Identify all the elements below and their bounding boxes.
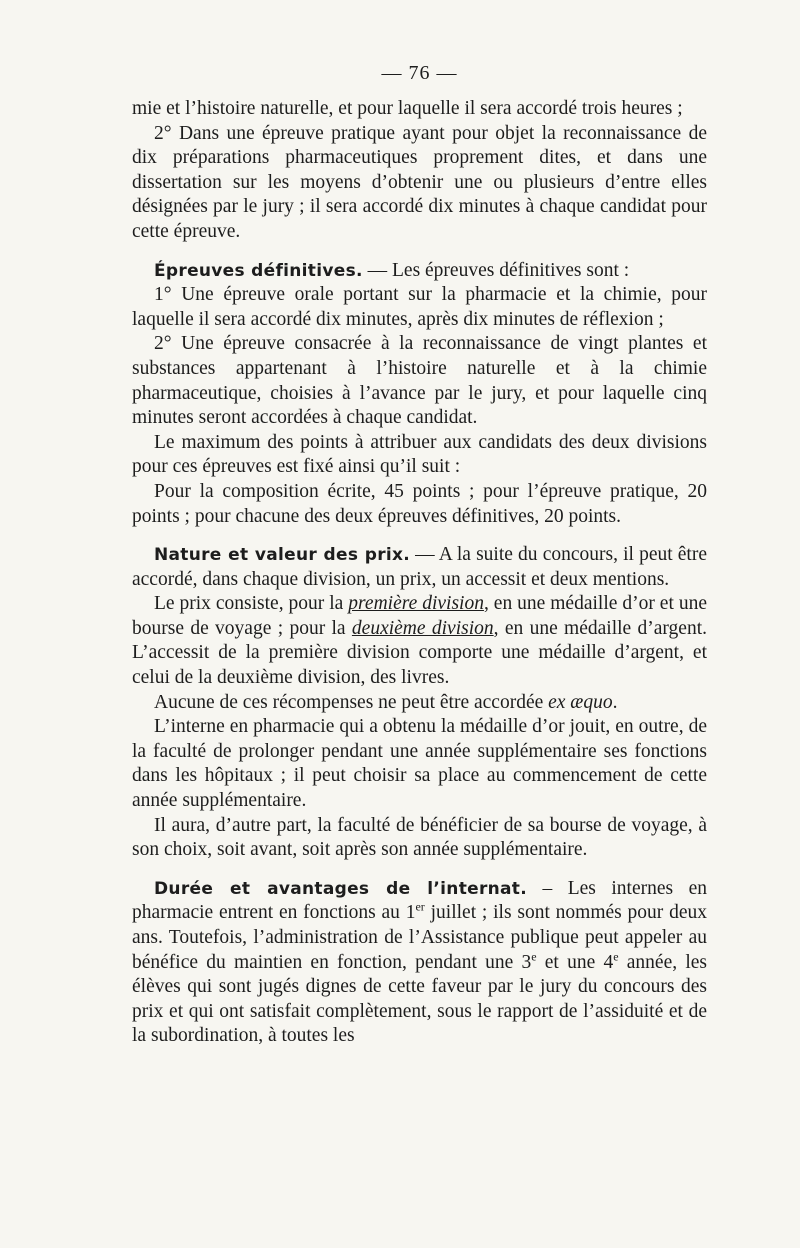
text-run: . [612, 691, 618, 713]
paragraph-ex-aequo [132, 691, 707, 716]
paragraph-gold-medal: L’interne en pharmacie qui a obtenu la médaille d’or jouit, en outre, de la faculté de prolonger pendant une année supplémentaire ses fonctions dans les hôpitaux ; il peut choisir sa place au commencement de cette année supplémentaire. [132, 716, 707, 812]
text-run: , en une médaille d’or et une bourse de voyage ; pour la [132, 593, 707, 639]
paragraph-practical-exam: 2° Dans une épreuve pratique ayant pour objet la reconnaissance de dix préparations pharmaceutiques proprement dites, et dans une dissertation sur les moyens d’obtenir une ou plusieurs d’entre elles désignées par le jury ; il sera accordé dix minutes à chaque candidat pour cette épreuve. [132, 122, 707, 242]
italic-ex-aequo: ex æquo [548, 691, 613, 713]
section-final-exams [132, 259, 707, 284]
text-run: année, les élèves qui sont jugés dignes de cette faveur par le jury du concours des prix et qui ont satisfait complètement, sous le rapport de l’assiduité et de la subordination, à toutes les [132, 951, 707, 1047]
section-prizes [132, 543, 707, 592]
paragraph-oral-exam: 1° Une épreuve orale portant sur la pharmacie et la chimie, pour laquelle il sera accordé dix minutes, après dix minutes de réflexion ; [132, 284, 707, 330]
superscript: er [415, 899, 425, 914]
paragraph-recognition-exam: 2° Une épreuve consacrée à la reconnaissance de vingt plantes et substances appartenant à l’histoire naturelle et à la chimie pharmaceutique, choisies à l’avance par le jury, et pour laquelle cinq minutes seront accordées à chaque candidat. [132, 333, 707, 429]
text-run: et une 4 [536, 951, 614, 973]
section-heading-final-exams: Épreuves définitives. [154, 260, 363, 281]
superscript: e [531, 949, 537, 964]
italic-first-division: première division [348, 593, 484, 615]
italic-second-division: deuxième division [351, 617, 494, 639]
superscript: e [613, 949, 619, 964]
paragraph-travel-grant: Il aura, d’autre part, la faculté de bénéficier de sa bourse de voyage, à son choix, soit avant, soit après son année supplémentaire. [132, 814, 707, 861]
paragraph-points-maximum: Le maximum des points à attribuer aux candidats des deux divisions pour ces épreuves est fixé ainsi qu’il suit : [132, 431, 707, 478]
text-run: – Les internes en pharmacie entrent en fonctions au 1 [132, 877, 707, 924]
text-run: juillet ; ils sont nommés pour deux ans. Toutefois, l’administration de l’Assistance publique peut appeler au bénéfice du maintien en fonction, pendant une 3 [132, 902, 707, 973]
text-run: , en une médaille d’argent. L’accessit de la première division comporte une médaille d’argent, et celui de la deuxième division, des livres. [132, 617, 708, 689]
document-page [132, 62, 707, 1049]
paragraph-prize-details [132, 592, 707, 690]
section-heading-prizes: Nature et valeur des prix. [154, 545, 411, 566]
text-run: Le prix consiste, pour la [154, 593, 349, 615]
section-prizes-text: — A la suite du concours, il peut être accordé, dans chaque division, un prix, un accessit et deux mentions. [132, 544, 707, 590]
section-internship [132, 877, 707, 1049]
section-heading-internship: Durée et avantages de l’internat. [154, 878, 527, 899]
paragraph-continuation: mie et l’histoire naturelle, et pour laquelle il sera accordé trois heures ; [132, 98, 683, 119]
paragraph-points-detail: Pour la composition écrite, 45 points ; pour l’épreuve pratique, 20 points ; pour chacune des deux épreuves définitives, 20 points. [132, 480, 707, 527]
page-number: — 76 — [381, 62, 458, 84]
section-intro-text: — Les épreuves définitives sont : [362, 259, 630, 281]
text-run: Aucune de ces récompenses ne peut être accordée [154, 691, 549, 713]
